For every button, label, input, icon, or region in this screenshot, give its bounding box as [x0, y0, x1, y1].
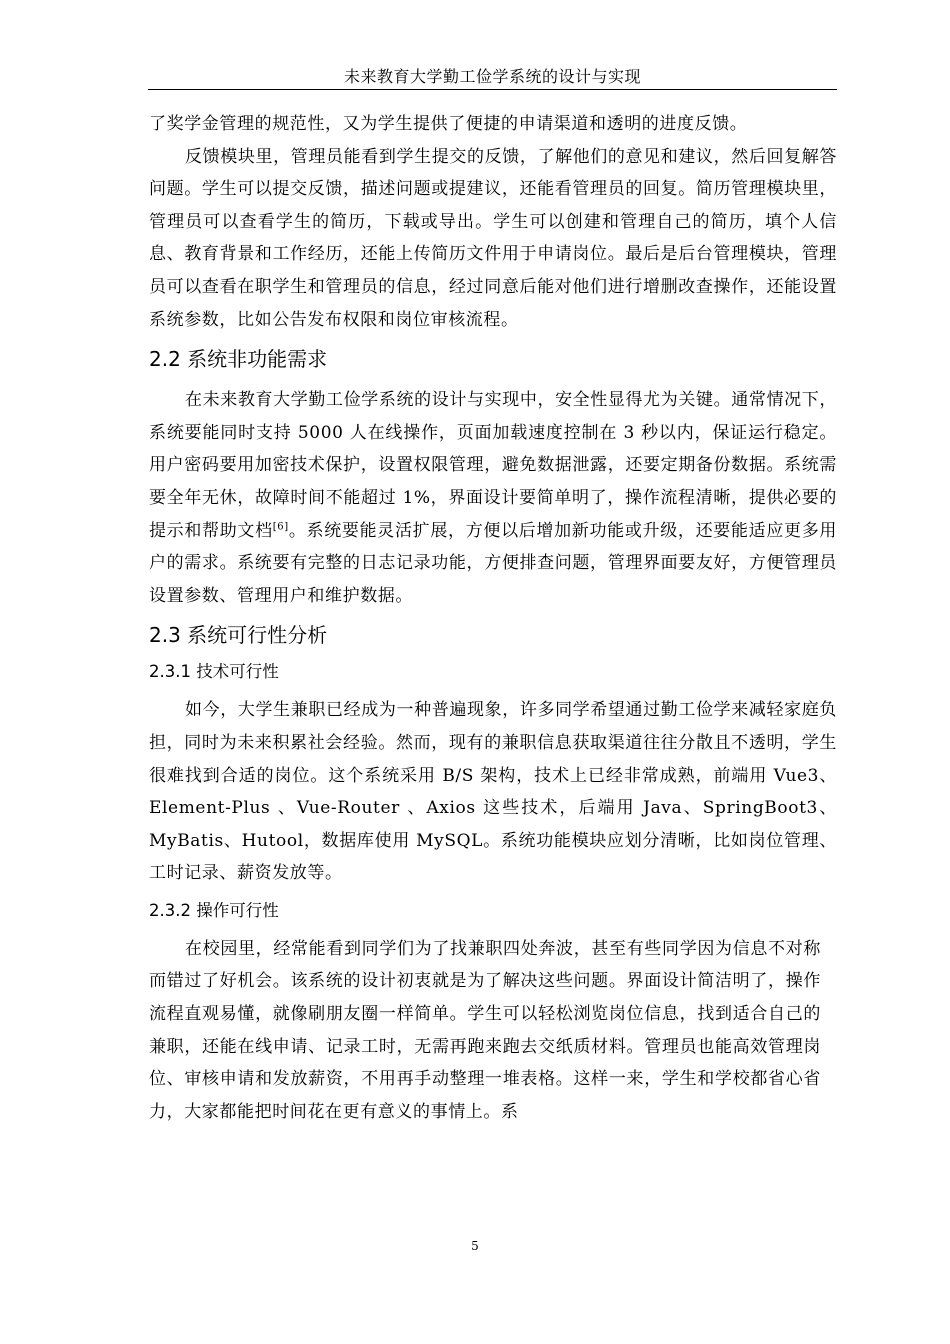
subsection-heading-2-3-2: 2.3.2 操作可行性 [149, 900, 279, 920]
header-rule [148, 89, 837, 90]
page-number: 5 [471, 1239, 479, 1253]
paragraph-nonfunctional-requirements [149, 384, 837, 612]
paragraph-technical-feasibility: 如今，大学生兼职已经成为一种普遍现象，许多同学希望通过勤工俭学来减轻家庭负担，同时为未来积累社会经验。然而，现有的兼职信息获取渠道往往分散且不透明，学生很难找到合适的岗位。这个系统采用 B/S 架构，技术上已经非常成熟，前端用 Vue3、Element-Plus 、Vue-Router 、Axios 这些技术，后端用 Java、SpringBoot3、MyBatis、Hutool，数据库使用 MySQL。系统功能模块应划分清晰，比如岗位管理、工时记录、薪资发放等。 [149, 700, 837, 884]
paragraph-continued: 了奖学金管理的规范性，又为学生提供了便捷的申请渠道和透明的进度反馈。 [149, 114, 748, 134]
paragraph-feedback-module: 反馈模块里，管理员能看到学生提交的反馈，了解他们的意见和建议，然后回复解答问题。学生可以提交反馈，描述问题或提建议，还能看管理员的回复。简历管理模块里，管理员可以查看学生的简历，下载或导出。学生可以创建和管理自己的简历，填个人信息、教育背景和工作经历，还能上传简历文件用于申请岗位。最后是后台管理模块，管理员可以查看在职学生和管理员的信息，经过同意后能对他们进行增删改查操作，还能设置系统参数，比如公告发布权限和岗位审核流程。 [149, 146, 837, 330]
paragraph-text: 。系统要能灵活扩展，方便以后增加新功能或升级，还要能适应更多用户的需求。系统要有完整的日志记录功能，方便排查问题，管理界面要友好，方便管理员设置参数、管理用户和维护数据。 [149, 520, 837, 606]
paragraph-text: 在未来教育大学勤工俭学系统的设计与实现中，安全性显得尤为关键。通常情况下，系统要能同时支持 5000 人在线操作，页面加载速度控制在 3 秒以内，保证运行稳定。用户密码要用加密技术保护，设置权限管理，避免数据泄露，还要定期备份数据。系统需要全年无休，故障时间不能超过 1%，界面设计要简单明了，操作流程清晰，提供必要的提示和帮助文档 [149, 390, 837, 541]
subsection-heading-2-3-1: 2.3.1 技术可行性 [149, 662, 279, 682]
section-heading-2-2: 2.2 系统非功能需求 [149, 347, 328, 372]
citation-reference: [6] [272, 520, 289, 532]
page-body [149, 108, 837, 1128]
paragraph-operational-feasibility: 在校园里，经常能看到同学们为了找兼职四处奔波，甚至有些同学因为信息不对称而错过了好机会。该系统的设计初衷就是为了解决这些问题。界面设计简洁明了，操作流程直观易懂，就像刷朋友圈一样简单。学生可以轻松浏览岗位信息，找到适合自己的兼职，还能在线申请、记录工时，无需再跑来跑去交纸质材料。管理员也能高效管理岗位、审核申请和发放薪资，不用再手动整理一堆表格。这样一来，学生和学校都省心省力，大家都能把时间花在更有意义的事情上。系 [149, 938, 821, 1122]
running-header: 未来教育大学勤工俭学系统的设计与实现 [343, 67, 641, 86]
section-heading-2-3: 2.3 系统可行性分析 [149, 623, 328, 648]
